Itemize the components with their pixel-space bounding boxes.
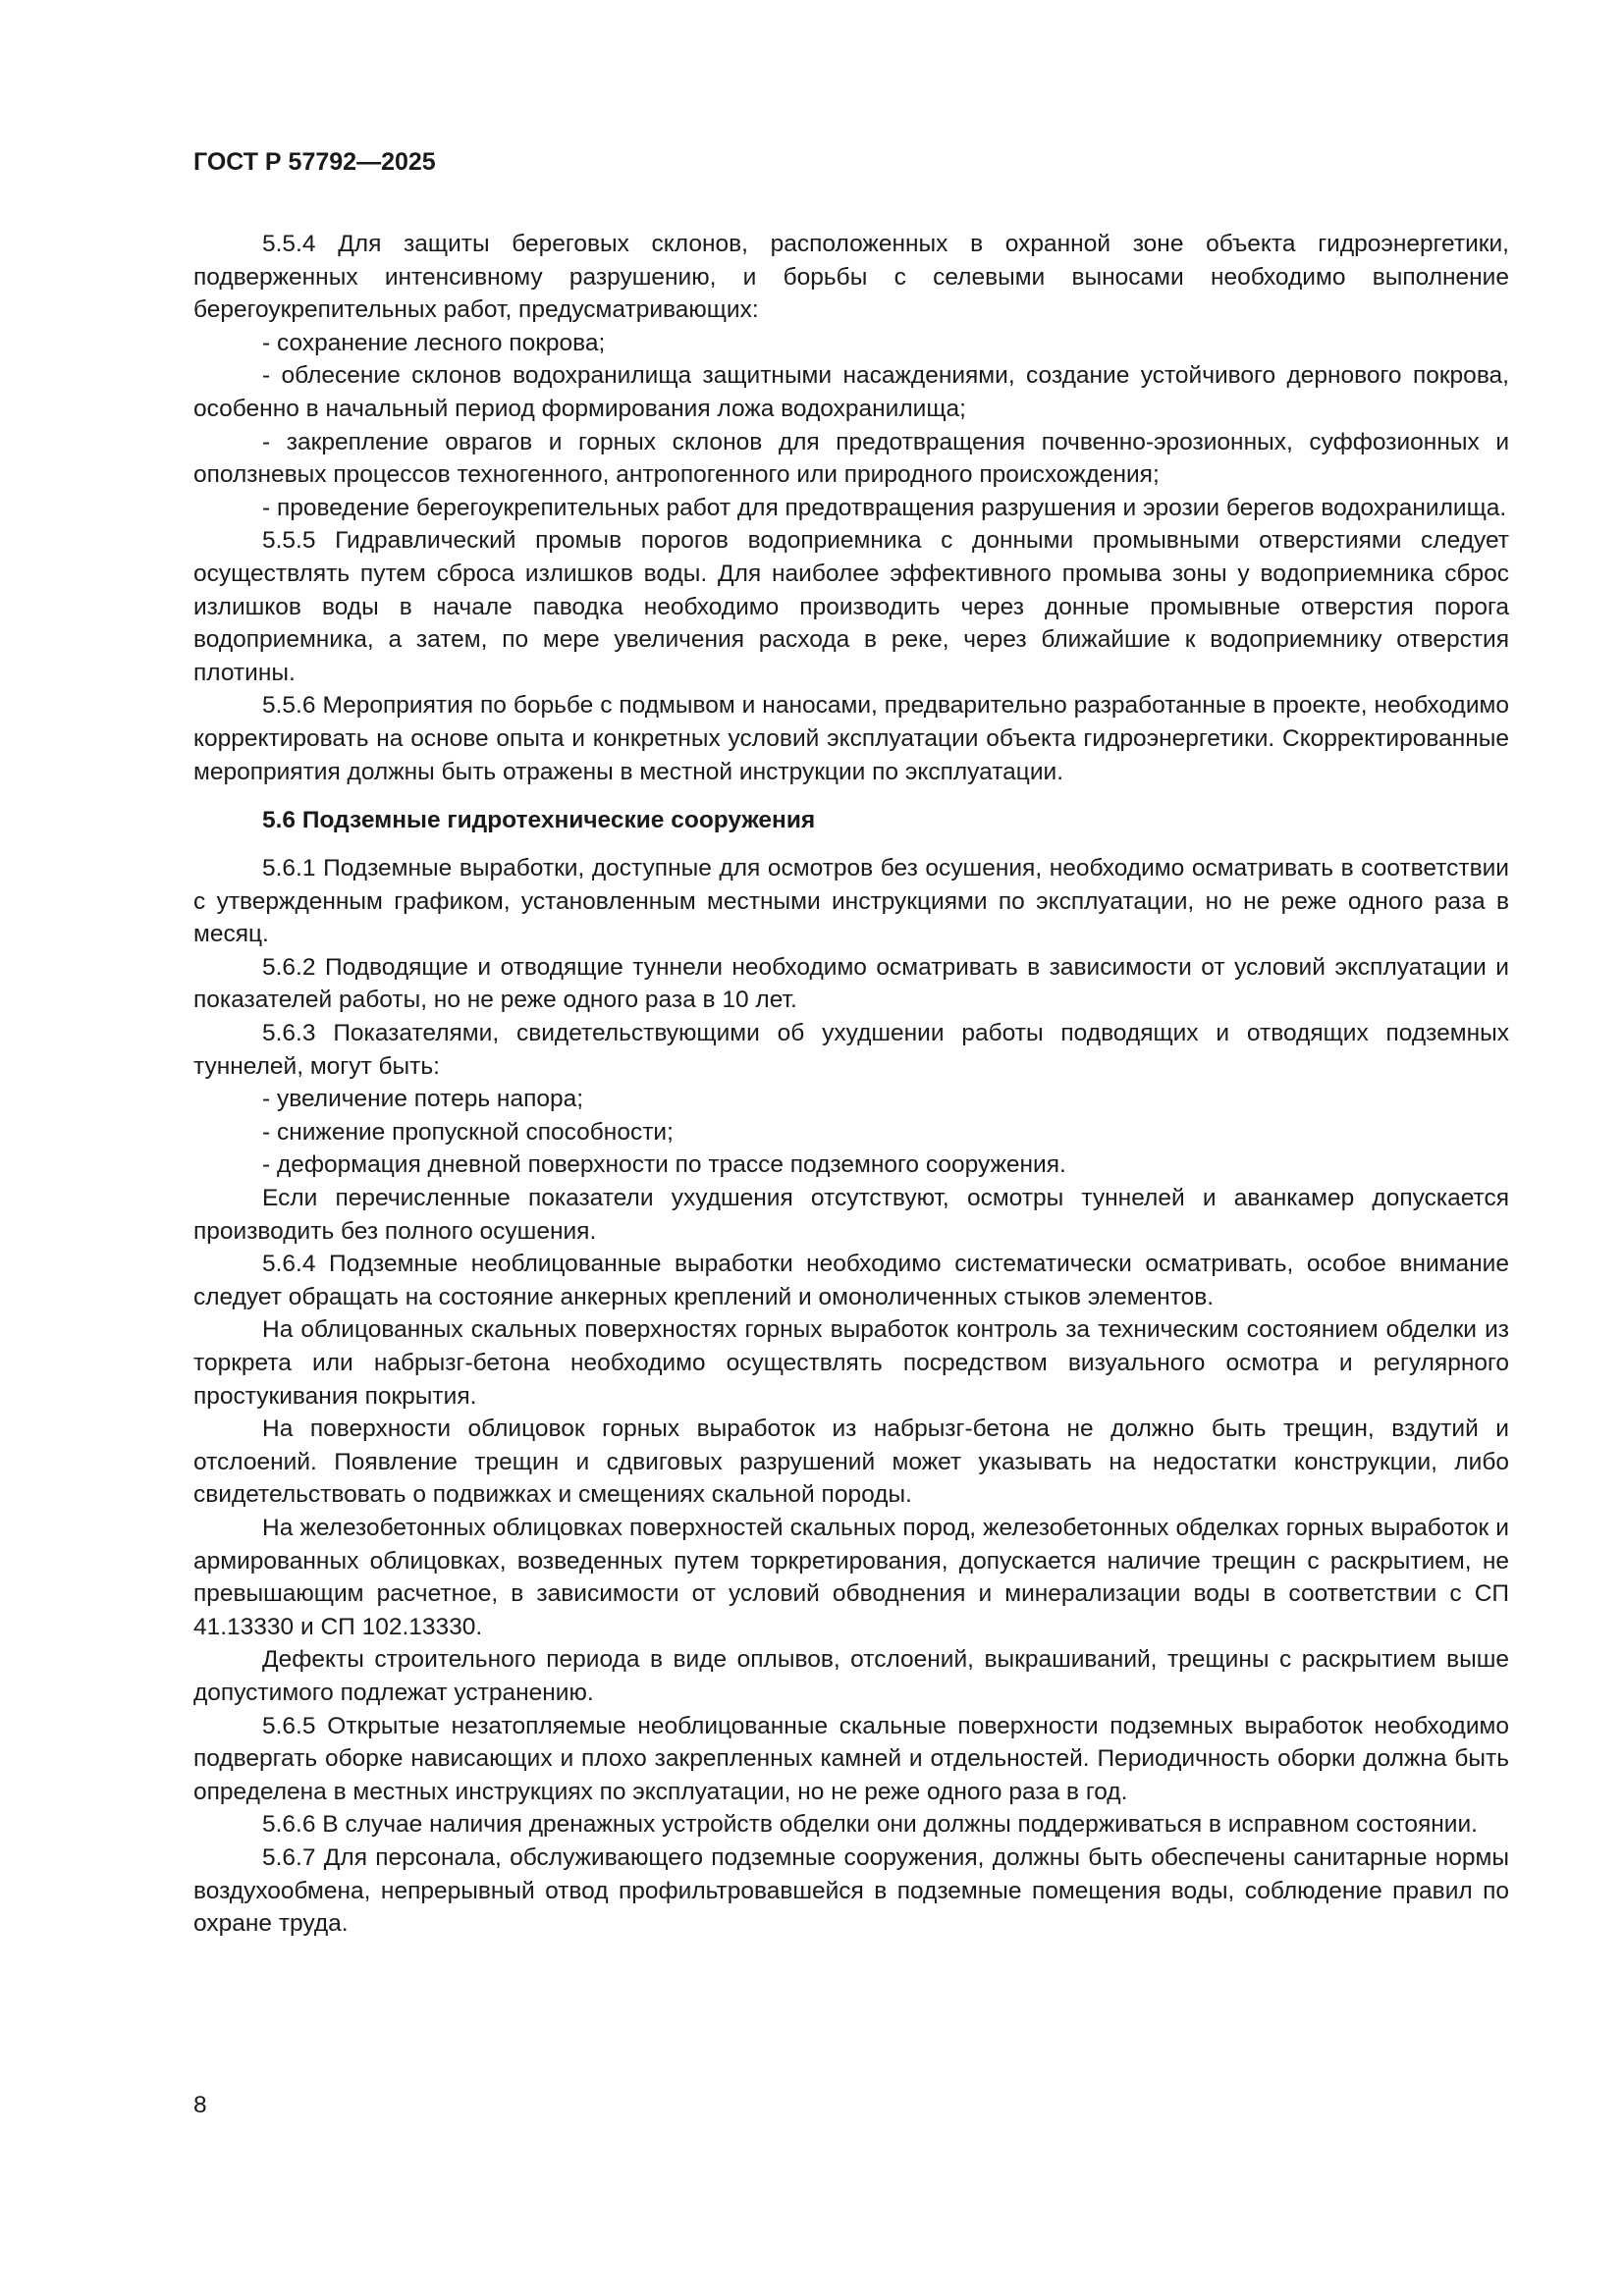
document-header: ГОСТ Р 57792—2025 — [193, 148, 436, 176]
list-item: - закрепление оврагов и горных склонов для предотвращения почвенно-эрозионных, суффозионных и оползневых процессов техногенного, антропогенного или природного происхождения; — [193, 428, 1509, 489]
list-item: - сохранение лесного покрова; — [262, 329, 606, 356]
paragraph-5-6-4: 5.6.4 Подземные необлицованные выработки необходимо систематически осматривать, особое внимание следует обращать на состояние анкерных креплений и омоноличенных стыков элементов. — [193, 1251, 1509, 1310]
list-item: - проведение берегоукрепительных работ для предотвращения разрушения и эрозии берегов водохранилища. — [262, 494, 1507, 521]
page-number: 8 — [193, 2092, 207, 2118]
paragraph-5-6-4-d: На железобетонных облицовках поверхностей скальных пород, железобетонных обделках горных выработок и армированных облицовках, возведенных путем торкретирования, допускается наличие трещин с раскрытием, не превышающим расчетное, в зависимости от условий обводнения и минерализации воды в соответствии с СП 41.13330 и СП 102.13330. — [193, 1514, 1509, 1640]
list-item: - деформация дневной поверхности по трассе подземного сооружения. — [262, 1151, 1066, 1179]
paragraph-5-6-4-c: На поверхности облицовок горных выработок из набрызг-бетона не должно быть трещин, вздутий и отслоений. Появление трещин и сдвиговых разрушений может указывать на недостатки конструкции, либо свидетельствовать о подвижках и смещениях скальной породы. — [193, 1415, 1509, 1509]
paragraph-5-6-7: 5.6.7 Для персонала, обслуживающего подземные сооружения, должны быть обеспечены санитарные нормы воздухообмена, непрерывный отвод профильтровавшейся в подземные помещения воды, соблюдение правил по охране труда. — [193, 1843, 1509, 1938]
paragraph-5-6-6: 5.6.6 В случае наличия дренажных устройств обделки они должны поддерживаться в исправном состоянии. — [262, 1811, 1478, 1839]
paragraph-5-6-2: 5.6.2 Подводящие и отводящие туннели необходимо осматривать в зависимости от условий эксплуатации и показателей работы, но не реже одного раза в 10 лет. — [193, 953, 1509, 1014]
paragraph-5-5-5: 5.5.5 Гидравлический промыв порогов водоприемника с донными промывными отверстиями следует осуществлять путем сброса излишков воды. Для наиболее эффективного промыва зоны у водоприемника сброс излишков воды в начале паводка необходимо производить через донные промывные отверстия порога водоприемника, а затем, по мере увеличения расхода в реке, через ближайшие к водоприемнику отверстия плотины. — [193, 527, 1509, 686]
paragraph-5-6-5: 5.6.5 Открытые незатопляемые необлицованные скальные поверхности подземных выработок необходимо подвергать оборке нависающих и плохо закрепленных камней и отдельностей. Периодичность оборки должна быть определена в местных инструкциях по эксплуатации, но не реже одного раза в год. — [193, 1712, 1509, 1805]
paragraph-5-6-4-e: Дефекты строительного периода в виде оплывов, отслоений, выкрашиваний, трещины с раскрытием выше допустимого подлежат устранению. — [193, 1646, 1509, 1706]
paragraph-5-6-3: 5.6.3 Показателями, свидетельствующими об ухудшении работы подводящих и отводящих подземных туннелей, могут быть: — [193, 1020, 1509, 1080]
paragraph-5-5-4: 5.5.4 Для защиты береговых склонов, расположенных в охранной зоне объекта гидроэнергетики, подверженных интенсивному разрушению, и борьбы с селевыми выносами необходимо выполнение берегоукрепительных работ, предусматривающих: — [193, 231, 1509, 324]
document-page — [193, 147, 1509, 1941]
list-item: - увеличение потерь напора; — [262, 1086, 584, 1113]
paragraph-5-6-4-b: На облицованных скальных поверхностях горных выработок контроль за техническим состоянием обделки из торкрета или набрызг-бетона необходимо осуществлять посредством визуального осмотра и регулярного простукивания покрытия. — [193, 1316, 1509, 1410]
paragraph-5-5-6: 5.5.6 Мероприятия по борьбе с подмывом и наносами, предварительно разработанные в проекте, необходимо корректировать на основе опыта и конкретных условий эксплуатации объекта гидроэнергетики. Скорректированные мероприятия должны быть отражены в местной инструкции по эксплуатации. — [193, 692, 1509, 785]
section-title-5-6: 5.6 Подземные гидротехнические сооружения — [262, 807, 816, 834]
list-item: - снижение пропускной способности; — [262, 1118, 674, 1146]
paragraph-5-6-3-note: Если перечисленные показатели ухудшения отсутствуют, осмотры туннелей и аванкамер допускается производить без полного осушения. — [193, 1185, 1509, 1245]
list-item: - облесение склонов водохранилища защитными насаждениями, создание устойчивого дернового покрова, особенно в начальный период формирования ложа водохранилища; — [193, 362, 1509, 422]
document-body — [193, 228, 1509, 1941]
paragraph-5-6-1: 5.6.1 Подземные выработки, доступные для осмотров без осушения, необходимо осматривать в соответствии с утвержденным графиком, установленным местными инструкциями по эксплуатации, но не реже одного раза в месяц. — [193, 855, 1509, 948]
